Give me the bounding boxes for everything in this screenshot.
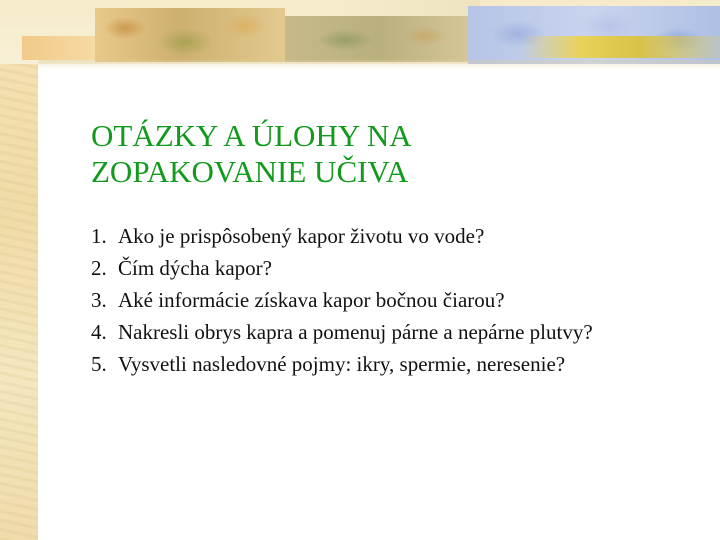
decorative-top-banner [0,0,720,64]
decorative-left-strip [0,0,38,540]
question-number: 1. [91,224,107,248]
banner-tile-foliage [285,16,475,62]
question-text: Čím dýcha kapor? [118,256,272,280]
question-item [91,220,691,252]
question-number: 5. [91,352,107,376]
question-number: 4. [91,320,107,344]
title-line-2: ZOPAKOVANIE UČIVA [91,154,409,189]
question-text: Vysvetli nasledovné pojmy: ikry, spermie, neresenie? [118,352,566,376]
question-text: Nakresli obrys kapra a pomenuj párne a nepárne plutvy? [118,320,593,344]
question-item [91,252,691,284]
question-number: 3. [91,288,107,312]
banner-tile-orange [22,36,102,60]
slide-title [91,118,691,190]
question-item [91,348,691,380]
question-number: 2. [91,256,107,280]
banner-shadow [38,60,720,70]
question-item [91,316,691,348]
title-line-1: OTÁZKY A ÚLOHY NA [91,118,412,153]
banner-tile-yellow-flowers [520,36,720,58]
question-item [91,284,691,316]
question-text: Ako je prispôsobený kapor životu vo vode? [118,224,485,248]
slide-content [91,118,691,380]
question-text: Aké informácie získava kapor bočnou čiarou? [118,288,505,312]
banner-tile-leaves [95,8,285,62]
question-list [91,220,691,380]
